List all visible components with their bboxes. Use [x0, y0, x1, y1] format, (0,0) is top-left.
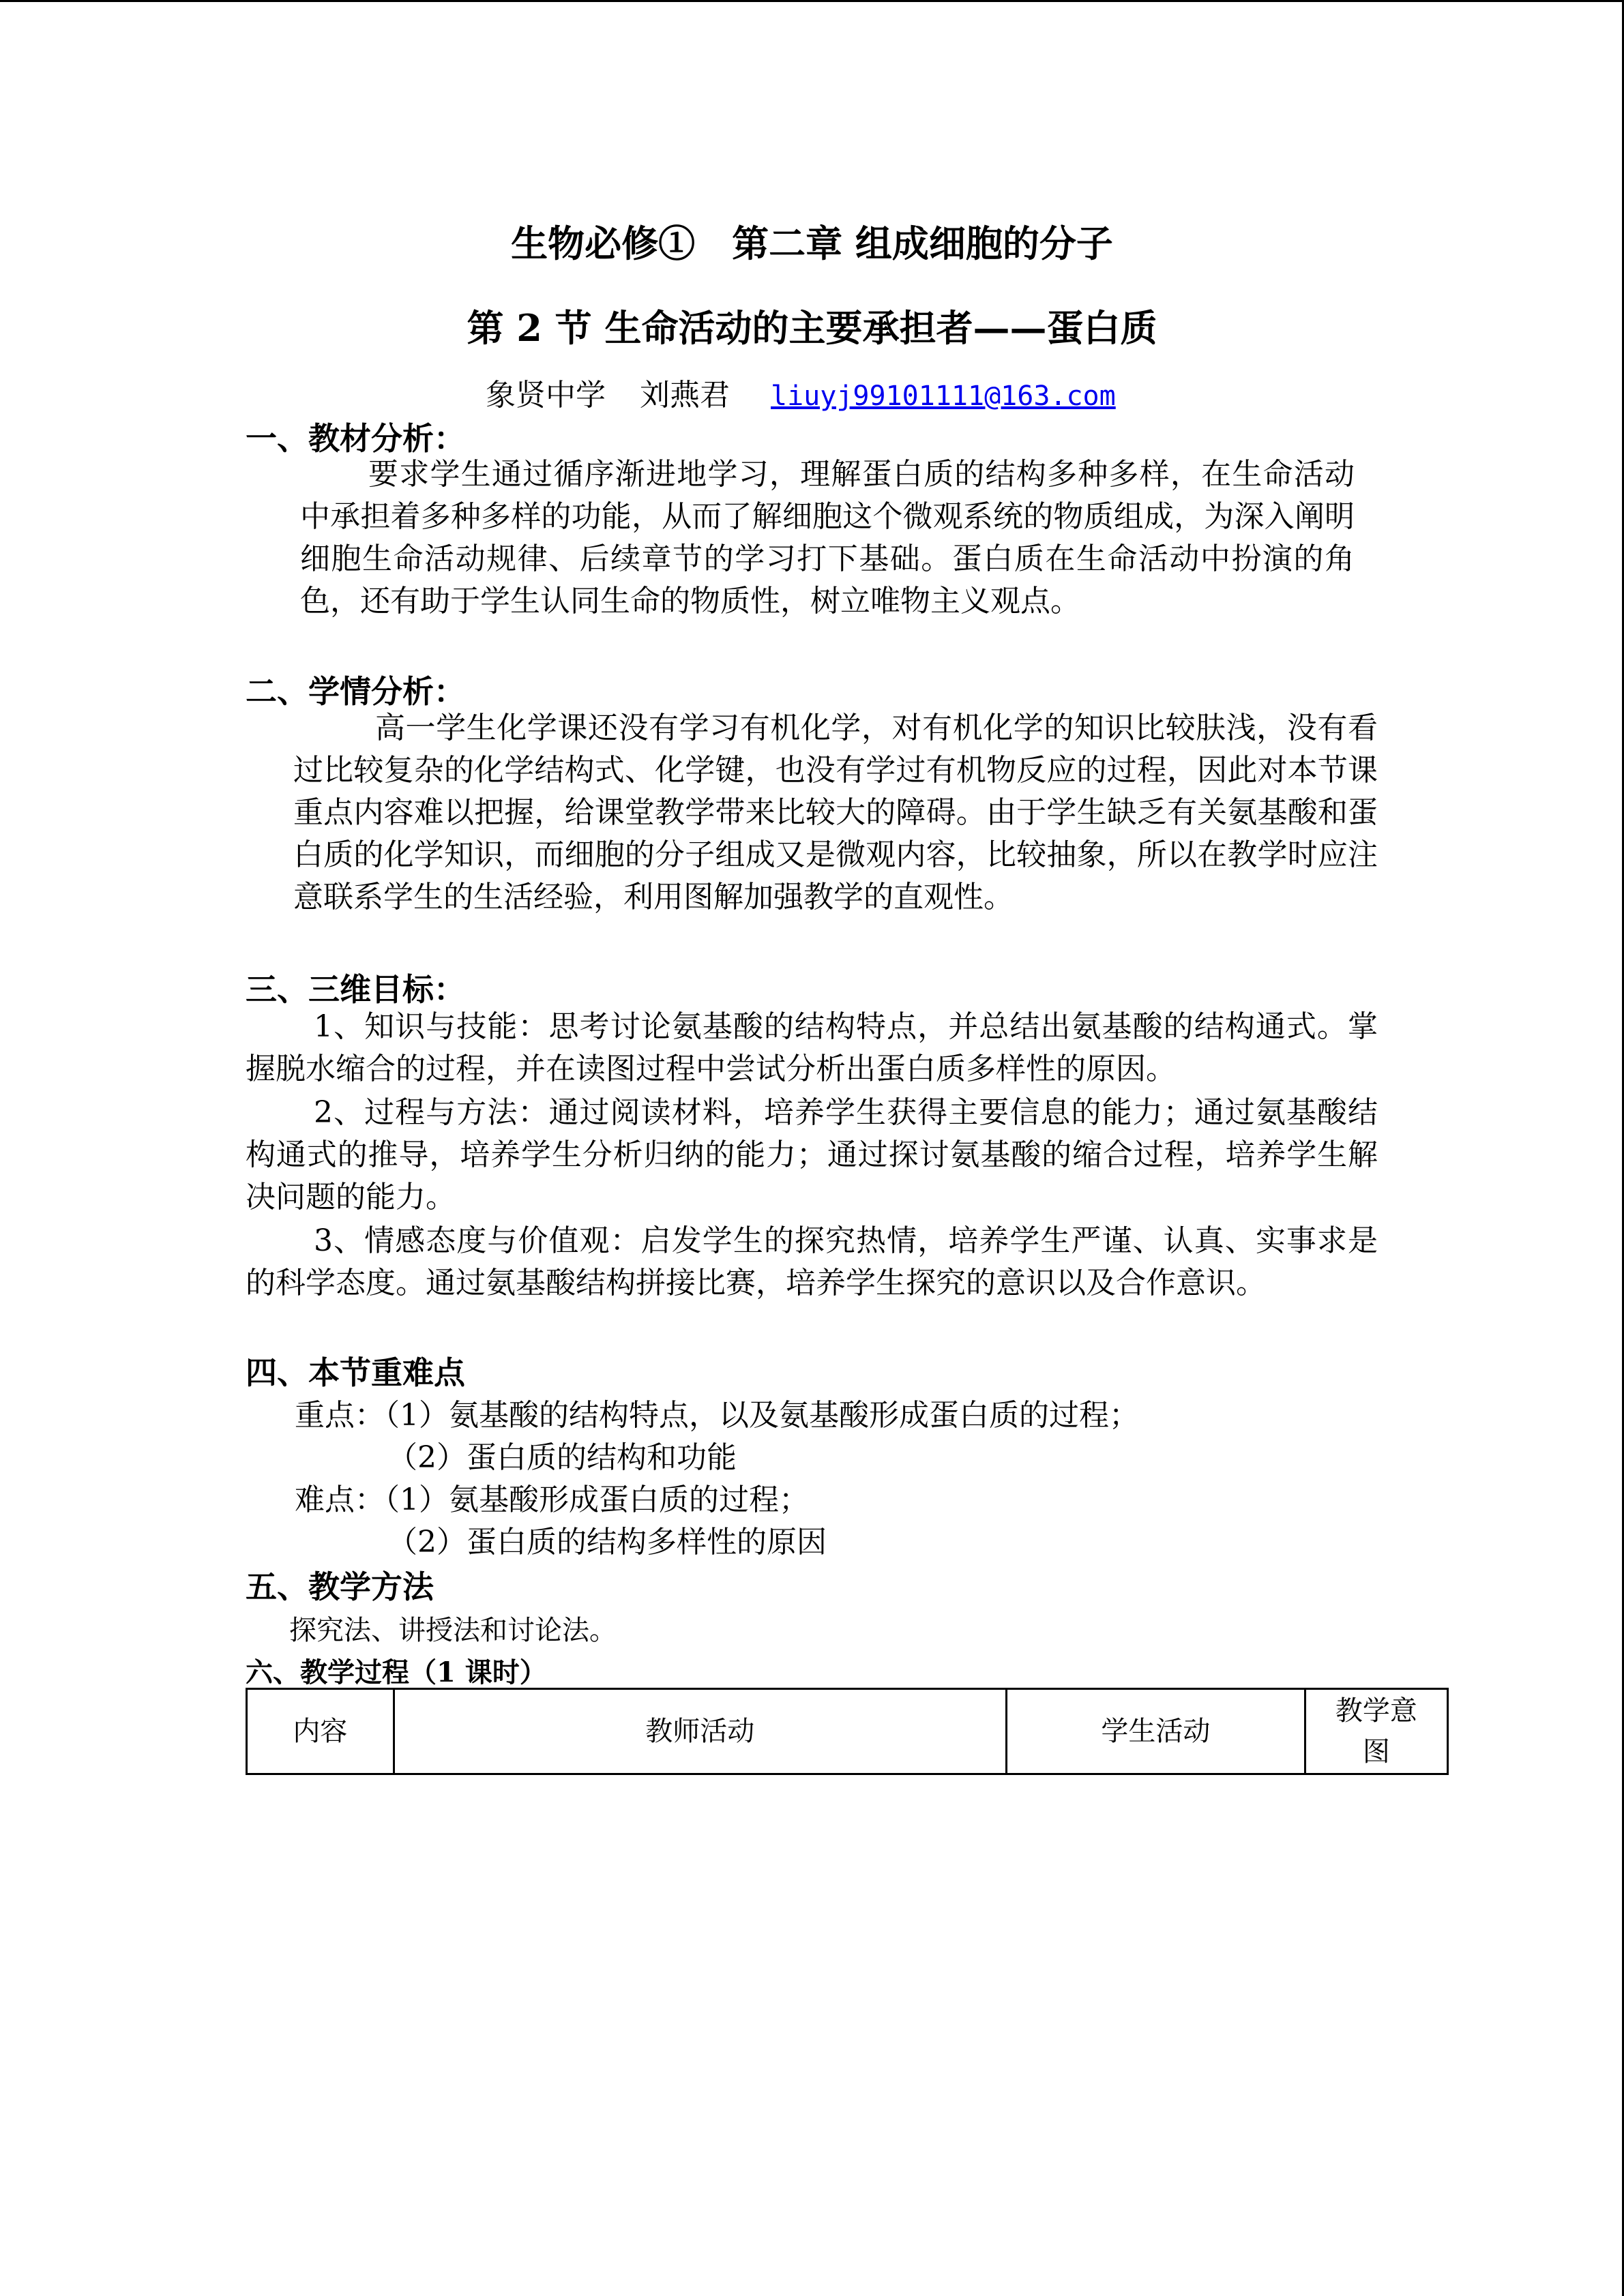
author-name: 刘燕君	[640, 378, 730, 413]
column-teaching-intent: 教学意图	[1305, 1689, 1447, 1774]
teaching-process-table	[246, 1688, 1449, 1775]
chapter-title: 生物必修① 第二章 组成细胞的分子	[511, 222, 1113, 265]
goal-attitudes-values: 3、情感态度与价值观：启发学生的探究热情，培养学生严谨、认真、实事求是的科学态度。通过氨基酸结构拼接比赛，培养学生探究的意识以及合作意识。	[246, 1223, 1378, 1300]
key-label: 重点：	[295, 1398, 385, 1433]
heading-three-goals: 三、三维目标：	[246, 971, 465, 1008]
heading-key-points: 四、本节重难点	[246, 1354, 465, 1391]
key-point-1: 重点：（1）氨基酸的结构特点，以及氨基酸形成蛋白质的过程；	[295, 1398, 1139, 1433]
column-teacher-activity: 教师活动	[394, 1689, 1006, 1774]
heading-teaching-process: 六、教学过程（1 课时）	[246, 1656, 547, 1688]
difficult-point-2: （2）蛋白质的结构多样性的原因	[387, 1525, 827, 1560]
teaching-methods-text: 探究法、讲授法和讨论法。	[289, 1615, 617, 1646]
table-header-row	[247, 1689, 1448, 1774]
column-student-activity: 学生活动	[1006, 1689, 1305, 1774]
author-email-link[interactable]: liuyj99101111@163.com	[771, 381, 1116, 412]
heading-material-analysis: 一、教材分析：	[246, 420, 465, 457]
difficult-label: 难点：	[295, 1482, 385, 1517]
goal-knowledge-skills: 1、知识与技能：思考讨论氨基酸的结构特点，并总结出氨基酸的结构通式。掌握脱水缩合的过程，并在读图过程中尝试分析出蛋白质多样性的原因。	[246, 1009, 1378, 1086]
goal-process-methods: 2、过程与方法：通过阅读材料，培养学生获得主要信息的能力；通过氨基酸结构通式的推导，培养学生分析归纳的能力；通过探讨氨基酸的缩合过程，培养学生解决问题的能力。	[246, 1095, 1378, 1214]
heading-student-analysis: 二、学情分析：	[246, 673, 465, 710]
heading-teaching-methods: 五、教学方法	[246, 1568, 434, 1605]
material-analysis-text: 要求学生通过循序渐进地学习，理解蛋白质的结构多种多样，在生命活动中承担着多种多样的功能，从而了解细胞这个微观系统的物质组成，为深入阐明细胞生命活动规律、后续章节的学习打下基础。蛋白质在生命活动中扮演的角色，还有助于学生认同生命的物质性，树立唯物主义观点。	[300, 457, 1355, 618]
column-content: 内容	[247, 1689, 394, 1774]
author-line	[486, 370, 1116, 414]
difficult-point-1: 难点：（1）氨基酸形成蛋白质的过程；	[295, 1482, 809, 1517]
author-school: 象贤中学	[486, 378, 606, 413]
student-analysis-text: 高一学生化学课还没有学习有机化学，对有机化学的知识比较肤浅，没有看过比较复杂的化学结构式、化学键，也没有学过有机物反应的过程，因此对本节课重点内容难以把握，给课堂教学带来比较大的障碍。由于学生缺乏有关氨基酸和蛋白质的化学知识，而细胞的分子组成又是微观内容，比较抽象，所以在教学时应注意联系学生的生活经验，利用图解加强教学的直观性。	[293, 711, 1378, 914]
section-title: 第 2 节 生命活动的主要承担者——蛋白质	[467, 306, 1157, 350]
key-point-2: （2）蛋白质的结构和功能	[387, 1440, 737, 1475]
